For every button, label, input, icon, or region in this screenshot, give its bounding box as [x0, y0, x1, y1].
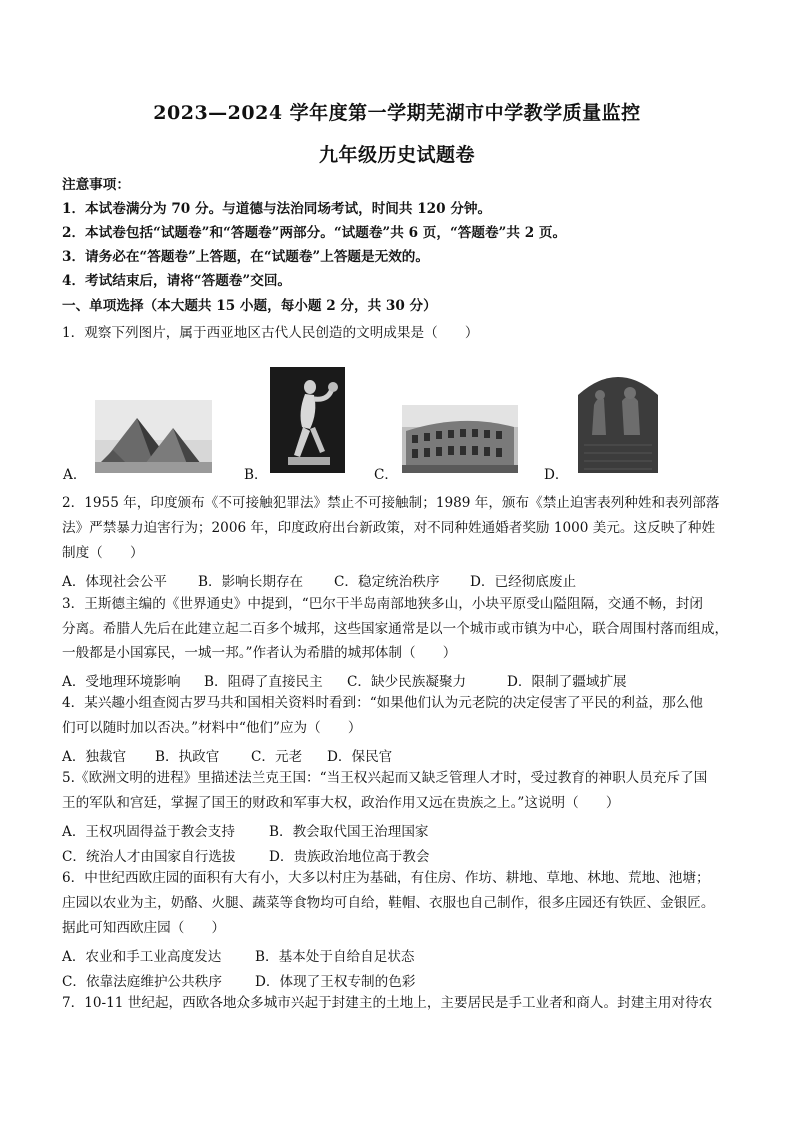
q1-option-d-label: D．: [544, 467, 569, 483]
question-1-stem: 1．观察下列图片，属于西亚地区古代人民创造的文明成果是（ ）: [62, 325, 479, 341]
question-3-line: 一般都是小国寡民，一城一邦。”作者认为希腊的城邦体制（ ）: [62, 645, 457, 661]
question-6-options-row-2: [62, 970, 415, 990]
question-2-line: 制度（ ）: [62, 545, 144, 561]
option-c: C．统治人才由国家自行选拔: [62, 849, 236, 865]
question-7-line: 7．10-11 世纪起，西欧各地众多城市兴起于封建主的土地上，主要居民是手工业者和商人。封建主用对待农: [62, 995, 713, 1011]
code-of-hammurabi-stele-photo: [572, 365, 664, 473]
option-b: B．阻碍了直接民主: [204, 674, 323, 690]
question-5-line: 王的军队和宫廷，掌握了国王的财政和军事大权，政治作用又远在贵族之上。”这说明（ ）: [62, 795, 620, 811]
option-c: C．元老: [251, 749, 303, 765]
notice-item: 4．考试结束后，请将“答题卷”交回。: [62, 273, 292, 289]
page-title: 2023—2024 学年度第一学期芜湖市中学教学质量监控: [153, 102, 641, 124]
question-3-line: 3．王斯德主编的《世界通史》中提到，“巴尔干半岛南部地狭多山，小块平原受山隘阻隔，交通不畅，封闭: [62, 596, 703, 612]
notice-item: 1．本试卷满分为 70 分。与道德与法治同场考试，时间共 120 分钟。: [62, 201, 492, 217]
question-5-options-row-1: [62, 820, 429, 840]
section-heading: 一、单项选择（本大题共 15 小题，每小题 2 分，共 30 分）: [62, 298, 437, 314]
option-b: B．教会取代国王治理国家: [269, 824, 429, 840]
notice-item: 2．本试卷包括“试题卷”和“答题卷”两部分。“试题卷”共 6 页，“答题卷”共 2 页。: [62, 225, 567, 241]
option-b: B．执政官: [155, 749, 220, 765]
question-4-line: 们可以随时加以否决。”材料中“他们”应为（ ）: [62, 720, 362, 736]
option-d: D．已经彻底废止: [470, 574, 577, 590]
pyramids-photo: [95, 400, 212, 473]
option-d: D．限制了疆域扩展: [507, 674, 627, 690]
question-2-options: [62, 570, 576, 590]
question-6-options-row-1: [62, 945, 415, 965]
notice-item: 3．请务必在“答题卷”上答题，在“试题卷”上答题是无效的。: [62, 249, 429, 265]
page-subtitle: 九年级历史试题卷: [318, 144, 475, 166]
q1-option-c-label: C．: [374, 467, 398, 483]
question-2-line: 2．1955 年，印度颁布《不可接触犯罪法》禁止不可接触制；1989 年，颁布《禁止迫害表列种姓和表列部落: [62, 495, 720, 511]
notice-heading: 注意事项：: [62, 177, 130, 193]
question-6-line: 6．中世纪西欧庄园的面积有大有小，大多以村庄为基础，有住房、作坊、耕地、草地、林地、荒地、池塘；: [62, 870, 710, 886]
question-6-line: 庄园以农业为主，奶酪、火腿、蔬菜等食物均可自给，鞋帽、衣服也自己制作，很多庄园还有铁匠、金银匠。: [62, 895, 715, 911]
colosseum-photo: [402, 405, 518, 473]
option-c: C．依靠法庭维护公共秩序: [62, 974, 222, 990]
option-a: A．王权巩固得益于教会支持: [62, 824, 235, 840]
option-a: A．受地理环境影响: [62, 674, 181, 690]
q1-option-b-label: B．: [244, 467, 268, 483]
option-b: B．基本处于自给自足状态: [255, 949, 415, 965]
question-5-line: 5.《欧洲文明的进程》里描述法兰克王国：“当王权兴起而又缺乏管理人才时，受过教育的神职人员充斥了国: [62, 770, 708, 786]
q1-option-a-label: A．: [63, 467, 87, 483]
question-5-options-row-2: [62, 845, 429, 865]
option-d: D．体现了王权专制的色彩: [255, 974, 416, 990]
option-a: A．体现社会公平: [62, 574, 167, 590]
question-2-line: 法》严禁暴力迫害行为；2006 年，印度政府出台新政策，对不同种姓通婚者奖励 1000 美元。这反映了种姓: [62, 520, 716, 536]
option-a: A．独裁官: [62, 749, 127, 765]
question-4-options: [62, 745, 392, 765]
option-d: D．保民官: [327, 749, 393, 765]
discus-thrower-statue-photo: [270, 367, 345, 473]
option-d: D．贵族政治地位高于教会: [269, 849, 430, 865]
option-a: A．农业和手工业高度发达: [62, 949, 222, 965]
question-3-options: [62, 670, 627, 690]
question-3-line: 分离。希腊人先后在此建立起二百多个城邦，这些国家通常是以一个城市或市镇为中心，联合周围村落而组成，: [62, 621, 729, 637]
option-c: C．稳定统治秩序: [334, 574, 440, 590]
option-b: B．影响长期存在: [198, 574, 304, 590]
question-4-line: 4．某兴趣小组查阅古罗马共和国相关资料时看到：“如果他们认为元老院的决定侵害了平民的利益，那么他: [62, 695, 703, 711]
option-c: C．缺少民族凝聚力: [347, 674, 467, 690]
question-6-line: 据此可知西欧庄园（ ）: [62, 920, 226, 936]
